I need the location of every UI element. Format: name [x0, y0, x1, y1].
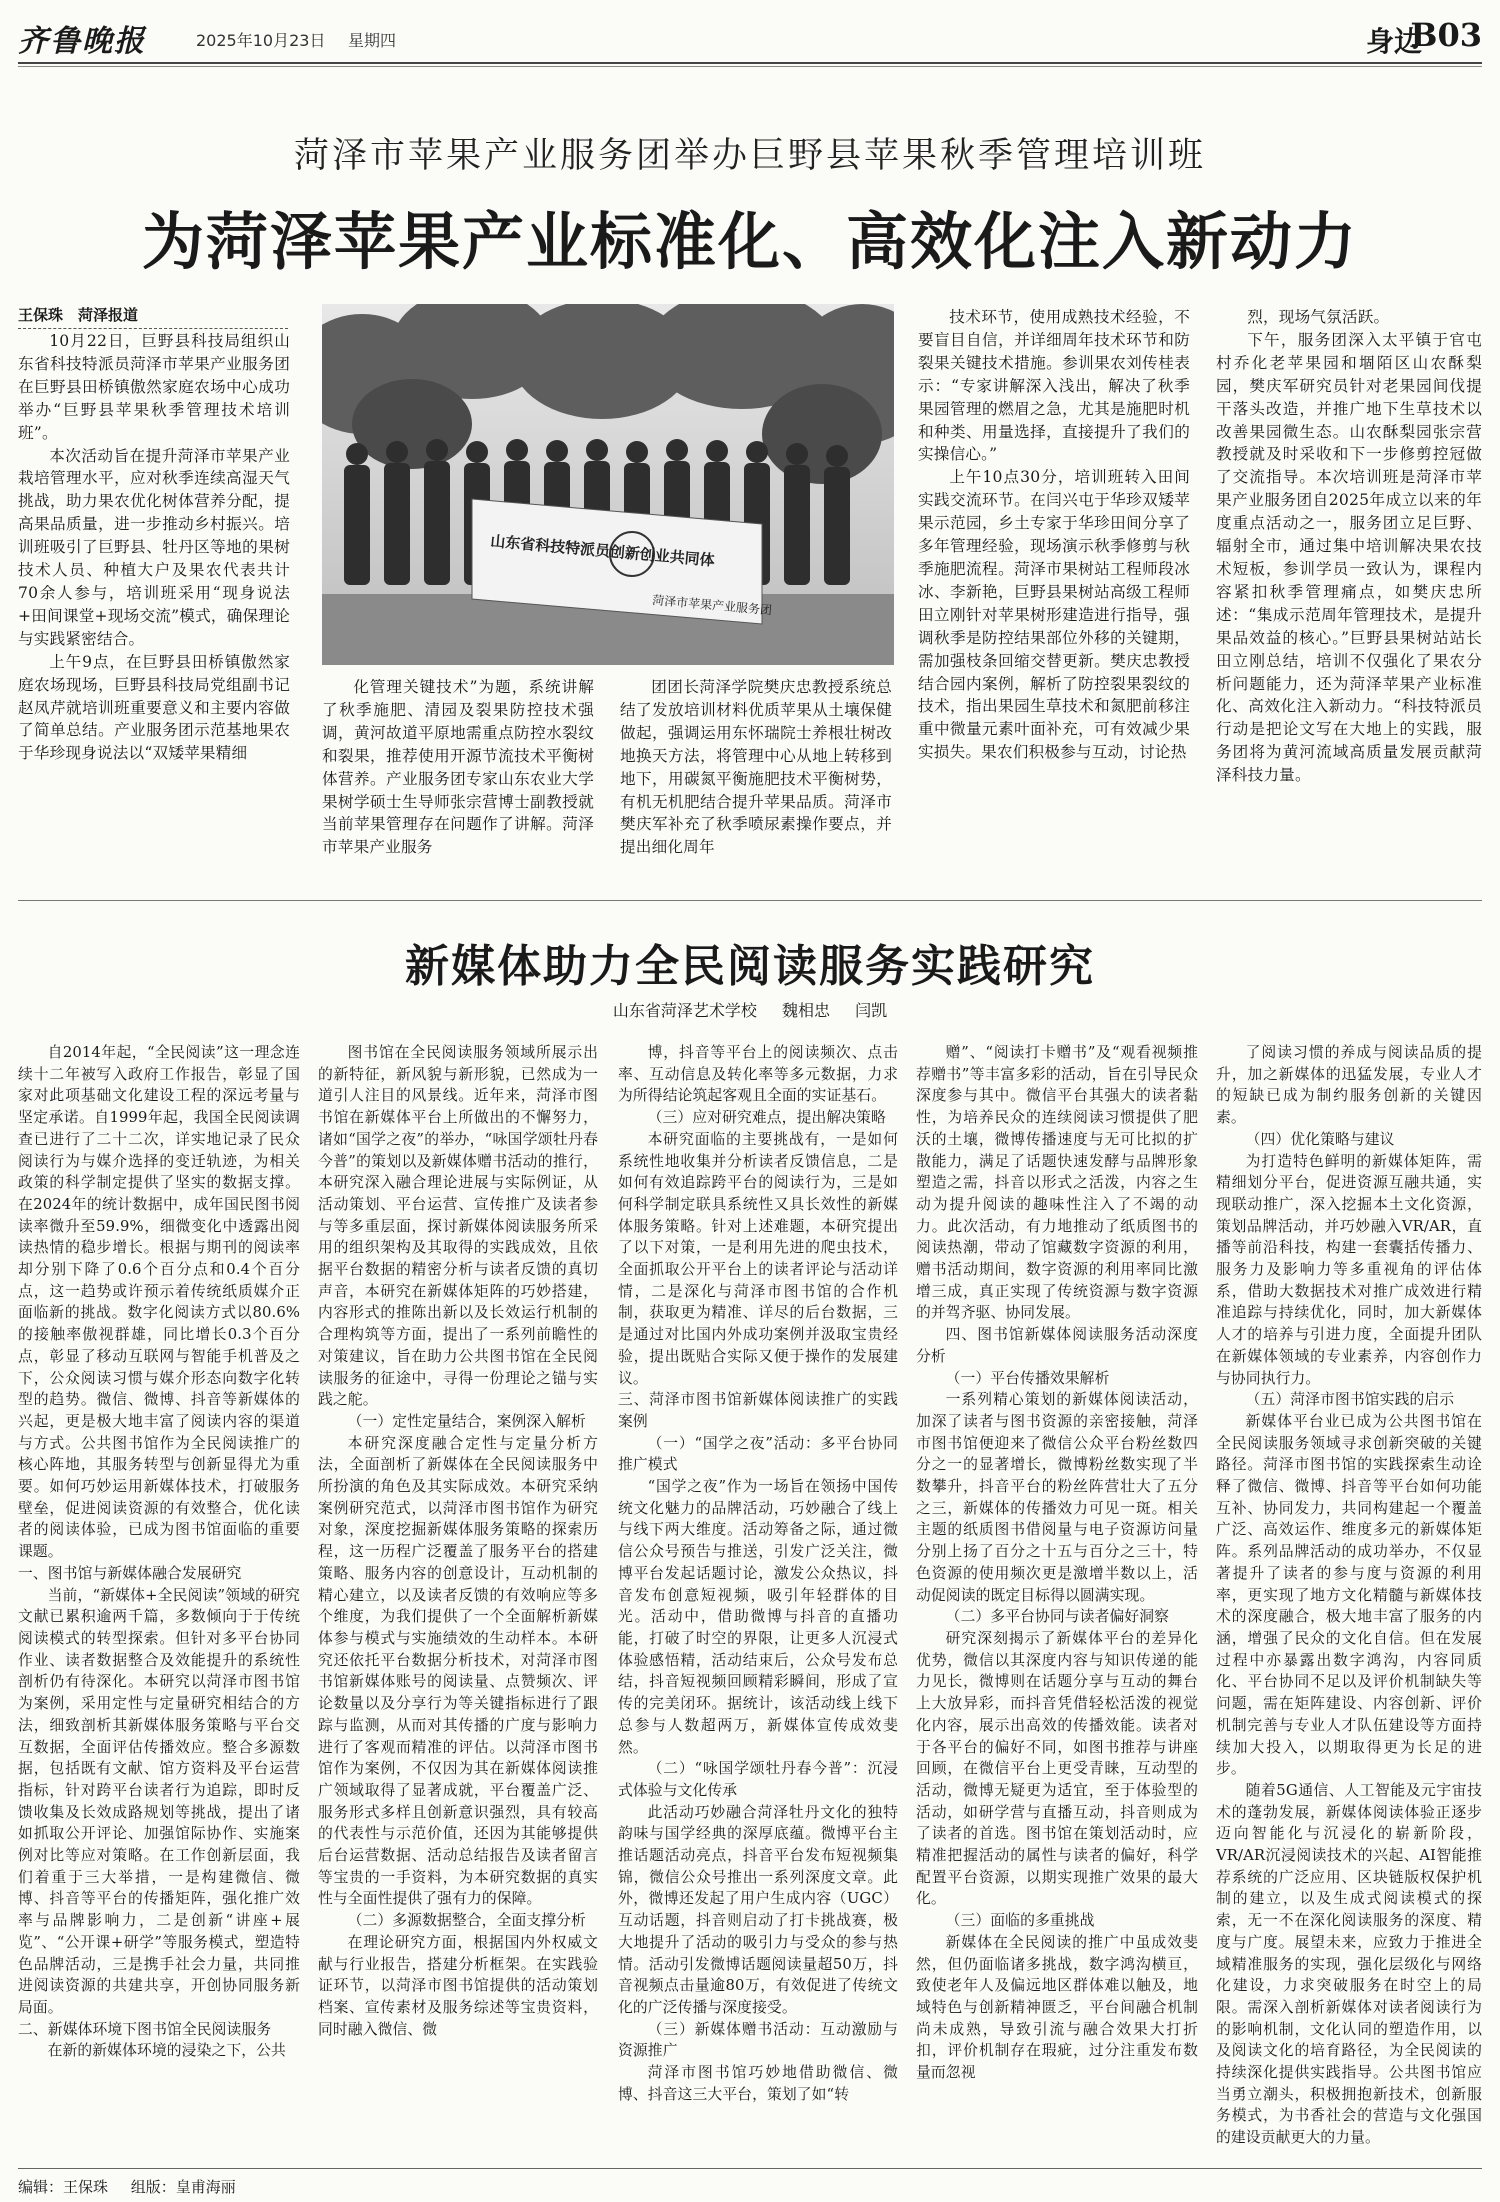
paragraph: （一）定性定量结合，案例深入解析: [347, 1412, 586, 1430]
masthead-rule-thin: [18, 66, 1482, 67]
footer-editor: 编辑：王保珠: [18, 2178, 109, 2196]
article2-author-1: 魏相忠: [781, 1001, 830, 1020]
paragraph: 新媒体在全民阅读的推广中虽成效斐然，但仍面临诸多挑战，数字鸿沟横亘，致使老年人及偏远地区群体难以触及，地域特色与创新精神匮乏，平台间融合机制尚未成熟，导致引流与融合效果大打折扣，评价机制存在瑕疵，过分注重发布数量而忽视: [916, 1933, 1198, 2082]
paragraph: 技术环节，使用成熟技术经验，不要盲目自信，并详细周年技术环节和防裂果关键技术措施。参训果农刘传桂表示：“专家讲解深入浅出，解决了秋季果园管理的燃眉之急，尤其是施肥时机和种类、用量选择，直接提升了我们的实操信心。”: [918, 308, 1190, 464]
group-photo: [322, 304, 894, 665]
paragraph: 10月22日，巨野县科技局组织山东省科技特派员菏泽市苹果产业服务团在巨野县田桥镇傲然家庭农场中心成功举办“巨野县苹果秋季管理技术培训班”。: [18, 332, 290, 442]
paragraph: 上午9点，在巨野县田桥镇傲然家庭农场现场，巨野县科技局党组副书记赵凤芹就培训班重要意义和主要内容做了简单总结。产业服务团示范基地果农于华珍现身说法以“双矮苹果精细: [18, 652, 290, 763]
paragraph: （五）菏泽市图书馆实践的启示: [1245, 1391, 1455, 1409]
article2-author-2: 闫凯: [855, 1001, 888, 1020]
article1-byline: 王保珠 菏泽报道: [18, 304, 288, 329]
paragraph: 图书馆在全民阅读服务领域所展示出的新特征，新风貌与新形貌，已然成为一道引人注目的风景线。近年来，菏泽市图书馆在新媒体平台上所做出的不懈努力，诸如“国学之夜”的举办，“咏国学颂牡丹春今普”的策划以及新媒体赠书活动的推行，本研究深入融合理论进展与实际例证，从活动策划、平台运营、宣传推广及读者参与等多重层面，探讨新媒体阅读服务所采用的组织架构及其取得的实践成效，且依据平台数据的精密分析与读者反馈的真切声音，本研究在新媒体矩阵的巧妙搭建，内容形式的推陈出新以及长效运行机制的合理构筑等方面，提出了一系列前瞻性的对策建议，旨在助力公共图书馆在全民阅读服务的征途中，寻得一份理论之锚与实践之舵。: [318, 1044, 598, 1409]
paragraph: （三）应对研究难点，提出解决策略: [647, 1109, 886, 1127]
page-number: B03: [1410, 16, 1482, 54]
paragraph: 博，抖音等平台上的阅读频次、点击率、互动信息及转化率等多元数据，力求为所得结论筑起客观且全面的实证基石。: [618, 1044, 898, 1105]
paragraph: 赠”、“阅读打卡赠书”及“观看视频推荐赠书”等丰富多彩的活动，旨在引导民众深度参与其中。微信平台其强大的读者黏性，为培养民众的连续阅读习惯提供了肥沃的土壤，微博传播速度与无可比拟的扩散能力，满足了话题快速发酵与品牌形象塑造之需，抖音以形式之活泼，内容之生动为提升阅读的趣味性注入了不竭的动力。此次活动，有力地推动了纸质图书的阅读热潮，带动了馆藏数字资源的利用，赠书活动期间，数字资源的利用率同比激增三成，真正实现了传统资源与数字资源的并驾齐驱、协同发展。: [916, 1044, 1198, 1322]
paragraph: （三）面临的多重挑战: [945, 1912, 1095, 1930]
footer-credits: [18, 2176, 254, 2197]
section-name: 身边: [1365, 25, 1422, 58]
article1-column-2: [322, 676, 594, 880]
paragraph: 烈，现场气氛活跃。: [1247, 308, 1390, 326]
article1-column-3: [620, 676, 892, 880]
paragraph: 本研究深度融合定性与定量分析方法，全面剖析了新媒体在全民阅读服务中所扮演的角色及其实际成效。本研究采纳案例研究范式，以菏泽市图书馆作为研究对象，深度挖掘新媒体服务策略的探索历程，这一历程广泛覆盖了服务平台的搭建策略、服务内容的创意设计，互动机制的精心建立，以及读者反馈的有效响应等多个维度，为我们提供了一个全面解析新媒体参与模式与实施绩效的生动样本。本研究还依托平台数据分析技术，对菏泽市图书馆新媒体账号的阅读量、点赞频次、评论数量以及分享行为等关键指标进行了跟踪与监测，从而对其传播的广度与影响力进行了客观而精准的评估。以菏泽市图书馆作为案例，不仅因为其在新媒体阅读推广领域取得了显著成就，平台覆盖广泛、服务形式多样且创新意识强烈，具有较高的代表性与示范价值，还因为其能够提供后台运营数据、活动总结报告及读者留言等宝贵的一手资料，为本研究数据的真实性与全面性提供了强有力的保障。: [318, 1434, 598, 1908]
paragraph: 了阅读习惯的养成与阅读品质的提升，加之新媒体的迅猛发展，专业人才的短缺已成为制约服务创新的关键因素。: [1216, 1044, 1482, 1127]
paragraph: （一）“国学之夜”活动：多平台协同推广模式: [618, 1434, 898, 1474]
section-heading: 三、菏泽市图书馆新媒体阅读推广的实践案例: [618, 1391, 898, 1430]
banner-text: 山东省科技特派员创新创业共同体: [489, 532, 716, 570]
paragraph: 上午10点30分，培训班转入田间实践交流环节。在闫兴屯于华珍双矮苹果示范园，乡土专家于华珍田间分享了多年管理经验，现场演示秋季修剪与秋季施肥流程。菏泽市果树站工程师段冰冰、李新艳，巨野县果树站高级工程师田立刚针对苹果树形建造进行指导，强调秋季是防控结果部位外移的关键期，需加强枝条回缩交替更新。樊庆忠教授结合园内案例，解析了防控裂果裂纹的技术，指出果园生草技术和氮肥前移注重中微量元素叶面补充，可有效减少果实损失。果农们积极参与互动，讨论热: [918, 468, 1190, 762]
banner-subtext: 菏泽市苹果产业服务团: [651, 593, 773, 618]
masthead: [18, 14, 1482, 59]
paragraph: 当前，“新媒体+全民阅读”领域的研究文献已累积逾两千篇，多数倾向于于传统阅读模式的转型探索。但针对多平台协同作业、读者数据整合及效能提升的系统性剖析仍有待深化。本研究以菏泽市图书馆为案例，采用定性与定量研究相结合的方法，细致剖析其新媒体服务策略与平台交互数据，全面评估传播效应。整合多源数据，包括既有文献、馆方资料及平台运营指标，针对跨平台读者行为追踪，即时反馈收集及长效成路规划等挑战，提出了诸如抓取公开评论、加强馆际协作、实施案例对比等应对策略。在工作创新层面，我们着重于三大举措，一是构建微信、微博、抖音等平台的传播矩阵，强化推广效率与品牌影响力，二是创新“讲座+展览”、“公开课+研学”等服务模式，塑造特色品牌活动，三是携手社会力量，共同推进阅读资源的共建共享，开创协同服务新局面。: [18, 1586, 300, 2016]
paragraph: （二）多平台协同与读者偏好洞察: [945, 1608, 1170, 1626]
footer-rule: [18, 2168, 1482, 2169]
article2-title: 新媒体助力全民阅读服务实践研究: [405, 941, 1095, 992]
paragraph: 随着5G通信、人工智能及元宇宙技术的蓬勃发展，新媒体阅读体验正逐步迈向智能化与沉浸化的崭新阶段，VR/AR沉浸阅读技术的兴起、AI智能推荐系统的广泛应用、区块链版权保护机制的建立，以及生成式阅读模式的探索，无一不在深化阅读服务的深度、精度与广度。展望未来，应致力于推进全域精准服务的实现，强化层级化与网络化建设，力求突破服务在时空上的局限。需深入剖析新媒体对读者阅读行为的影响机制，文化认同的塑造作用，以及阅读文化的培育路径，为全民阅读的持续深化提供实践指导。公共图书馆应当勇立潮头，积极拥抱新技术，创新服务模式，为书香社会的营造与文化强国的建设贡献更大的力量。: [1216, 1781, 1482, 2147]
paragraph: 本研究面临的主要挑战有，一是如何系统性地收集并分析读者反馈信息，二是如何有效追踪跨平台的阅读行为，三是如何科学制定联具系统性又具长效性的新媒体服务策略。针对上述难题，本研究提出了以下对策，一是利用先进的爬虫技术，全面抓取公开平台上的读者评论与活动详情，二是深化与菏泽市图书馆的合作机制，获取更为精准、详尽的后台数据，三是通过对比国内外成功案例并汲取宝贵经验，提出既贴合实际又便于操作的发展建议。: [618, 1130, 898, 1387]
paragraph: 四、图书馆新媒体阅读服务活动深度分析: [916, 1326, 1198, 1365]
paragraph: 一系列精心策划的新媒体阅读活动，加深了读者与图书资源的亲密接触，菏泽市图书馆便迎来了微信公众平台粉丝数四分之一的显著增长，微博粉丝数实现了半数攀升，抖音平台的粉丝阵营壮大了五分之三，新媒体的传播效力可见一斑。相关主题的纸质图书借阅量与电子资源访问量分别上扬了百分之十五与百分之三十，特色资源的使用频次更是激增半数以上，活动促阅读的既定目标得以圆满实现。: [916, 1391, 1198, 1604]
paragraph: 为打造特色鲜明的新媒体矩阵，需精细划分平台，促进资源互融共通，实现联动推广，深入挖掘本土文化资源，策划品牌活动，并巧妙融入VR/AR，直播等前沿科技，构建一套囊括传播力、服务力及影响力等多重视角的评估体系，借助大数据技术对推广成效进行精准追踪与持续优化，同时，加大新媒体人才的培养与引进力度，全面提升团队在新媒体领域的专业素养，内容创作力与协同执行力。: [1216, 1152, 1482, 1387]
paragraph: （一）平台传播效果解析: [945, 1369, 1110, 1387]
paragraph: 团团长菏泽学院樊庆忠教授系统总结了发放培训材料优质苹果从土壤保健做起，强调运用东怀瑞院士养根壮树改地换天方法，将管理中心从地上转移到地下，用碳氮平衡施肥技术平衡树势，有机无机肥结合提升苹果品质。菏泽市樊庆军补充了秋季喷尿素操作要点，并提出细化周年: [620, 678, 892, 857]
paragraph: 新媒体平台业已成为公共图书馆在全民阅读服务领域寻求创新突破的关键路径。菏泽市图书馆的实践探索生动诠释了微信、微博、抖音等平台如何功能互补、协同发力，共同构建起一个覆盖广泛、高效运作、维度多元的新媒体矩阵。系列品牌活动的成功举办，不仅显著提升了读者的参与度与资源的利用率，更实现了地方文化精髓与新媒体技术的深度融合，极大地丰富了服务的内涵，增强了民众的文化自信。但在发展过程中亦暴露出数字鸿沟，内容同质化、平台协同不足以及评价机制缺失等问题，需在矩阵建设、内容创新、评价机制完善与专业人才队伍建设等方面持续加大投入，以期取得更为长足的进步。: [1216, 1412, 1482, 1778]
section-heading: 一、图书馆与新媒体融合发展研究: [18, 1564, 242, 1582]
paragraph: 化管理关键技术”为题，系统讲解了秋季施肥、清园及裂果防控技术强调，黄河故道平原地需重点防控水裂纹和裂果，推荐使用开源节流技术平衡树体营养。产业服务团专家山东农业大学果树学硕士生导师张宗营博士副教授就当前苹果管理存在问题作了讲解。菏泽市苹果产业服务: [322, 678, 594, 857]
paragraph: （二）多源数据整合，全面支撑分析: [347, 1912, 586, 1930]
newspaper-logo: 齐鲁晚报: [18, 24, 146, 59]
footer-layout: 组版：皇甫海丽: [130, 2178, 236, 2196]
article1-headline: 为菏泽苹果产业标准化、高效化注入新动力: [141, 205, 1358, 278]
article2-column-1: [18, 1042, 300, 2157]
article1-column-1: [18, 330, 290, 880]
paragraph: （四）优化策略与建议: [1245, 1130, 1395, 1148]
article-divider: [18, 900, 1482, 901]
paragraph: 研究深刻揭示了新媒体平台的差异化优势，微信以其深度内容与知识传递的能力见长，微博则在话题分享与互动的舞台上大放异彩，而抖音凭借轻松活泼的视觉化内容，展示出高效的传播效能。读者对于各平台的偏好不同，如图书推荐与讲座回顾，在微信平台上更受青睐，互动型的活动，微博无疑更为适宜，至于体验型的活动，如研学营与直播互动，抖音则成为了读者的首选。图书馆在策划活动时，应精准把握活动的属性与读者的偏好，科学配置平台资源，以期实现推广效果的最大化。: [916, 1629, 1198, 1908]
paragraph: （三）新媒体赠书活动：互动激励与资源推广: [618, 2020, 898, 2060]
issue-weekday: 星期四: [348, 31, 397, 50]
paragraph: “国学之夜”作为一场旨在领扬中国传统文化魅力的品牌活动，巧妙融合了线上与线下两大维度。活动筹备之际，通过微信公众号预告与推送，引发广泛关注，微博平台发起话题讨论，激发公众热议，抖音发布创意短视频，吸引年轻群体的目光。活动中，借助微博与抖音的直播功能，打破了时空的界限，让更多人沉浸式体验感悟精，活动结束后，公众号发布总结，抖音短视频回顾精彩瞬间，形成了宣传的完美闭环。据统计，该活动线上线下总参与人数超两万，新媒体宣传成效斐然。: [618, 1478, 898, 1756]
article1-column-4: [918, 306, 1190, 880]
article2-org: 山东省菏泽艺术学校: [612, 1001, 757, 1020]
paragraph: 下午，服务团深入太平镇于官屯村乔化老苹果园和堌陌区山农酥梨园，樊庆军研究员针对老果园间伐提干落头改造，并推广地下生草技术以改善果园微生态。山农酥梨园张宗营教授就及时采收和下一步修剪控冠做了交流指导。本次培训班是菏泽市苹果产业服务团自2025年成立以来的年度重点活动之一，服务团立足巨野、辐射全市，通过集中培训解决果农技术短板，参训学员一致认为，课程内容紧扣秋季管理痛点，如樊庆忠所述：“集成示范周年管理技术，是提升果品效益的核心。”巨野县果树站站长田立刚总结，培训不仅强化了果农分析问题能力，还为菏泽苹果产业标准化、高效化注入新动力。“科技特派员行动是把论文写在大地上的实践，服务团将为黄河流域高质量发展贡献菏泽科技力量。: [1216, 330, 1482, 785]
paragraph: 自2014年起，“全民阅读”这一理念连续十二年被写入政府工作报告，彰显了国家对此项基础文化建设工程的深远考量与坚定承诺。自1999年起，我国全民阅读调查已进行了二十二次，详实地记录了民众阅读行为与媒介选择的变迁轨迹，为相关政策的科学制定提供了坚实的数据支撑。在2024年的统计数据中，成年国民图书阅读率微升至59.9%，细微变化中透露出阅读热情的稳步增长。根据与期刊的阅读率却分别下降了0.6个百分点和0.4个百分点，这一趋势或许预示着传统纸质媒介正面临新的挑战。数字化阅读方式以80.6%的接触率傲视群雄，同比增长0.3个百分点，彰显了移动互联网与智能手机普及之下，公众阅读习惯与媒介形态向数字化转型的趋势。微信、微博、抖音等新媒体的兴起，更是极大地丰富了阅读内容的渠道与方式。公共图书馆作为全民阅读推广的核心阵地，其服务转型与创新显得尤为重要。如何巧妙运用新媒体技术，打破服务壁垒，促进阅读资源的有效整合，优化读者的阅读体验，已成为图书馆面临的重要课题。: [18, 1044, 300, 1561]
paragraph: 在理论研究方面，根据国内外权威文献与行业报告，搭建分析框架。在实践验证环节，以菏泽市图书馆提供的活动策划档案、宣传素材及服务综述等宝贵资料，同时融入微信、微: [318, 1933, 598, 2038]
article2-column-4: [916, 1042, 1198, 2157]
masthead-rule: [18, 62, 1482, 64]
paragraph: 菏泽市图书馆巧妙地借助微信、微博、抖音这三大平台，策划了如“转: [618, 2064, 898, 2103]
paragraph: 此活动巧妙融合菏泽牡丹文化的独特韵味与国学经典的深厚底蕴。微博平台主推话题活动亮点，抖音平台发布短视频集锦，微信公众号推出一系列深度文章。此外，微博还发起了用户生成内容（UGC）互动话题，抖音则启动了打卡挑战赛，极大地提升了活动的吸引力与受众的参与热情。活动引发微博话题阅读量超50万，抖音视频点击量逾80万，有效促进了传统文化的广泛传播与深度接受。: [618, 1803, 898, 2016]
paragraph: 本次活动旨在提升菏泽市苹果产业栽培管理水平，应对秋季连续高湿天气挑战，助力果农优化树体营养分配，提高果品质量，进一步推动乡村振兴。培训班吸引了巨野县、牡丹区等地的果树技术人员、种植大户及果农代表共计70余人参与，培训班采用“现身说法+田间课堂+现场交流”模式，确保理论与实践紧密结合。: [18, 446, 290, 648]
article1-column-5: [1216, 306, 1482, 880]
paragraph: 在新的新媒体环境的浸染之下，公共: [47, 2042, 286, 2060]
article2-authors: [0, 998, 1500, 1021]
article2-column-2: [318, 1042, 598, 2157]
article2-column-5: [1216, 1042, 1482, 2157]
section-heading: 二、新媒体环境下图书馆全民阅读服务: [18, 2020, 272, 2038]
article1-subhead: 菏泽市苹果产业服务团举办巨野县苹果秋季管理培训班: [293, 136, 1206, 176]
paragraph: （二）“咏国学颂牡丹春今普”：沉浸式体验与文化传承: [618, 1760, 898, 1799]
issue-date: 2025年10月23日: [196, 31, 326, 50]
article2-column-3: [618, 1042, 898, 2157]
